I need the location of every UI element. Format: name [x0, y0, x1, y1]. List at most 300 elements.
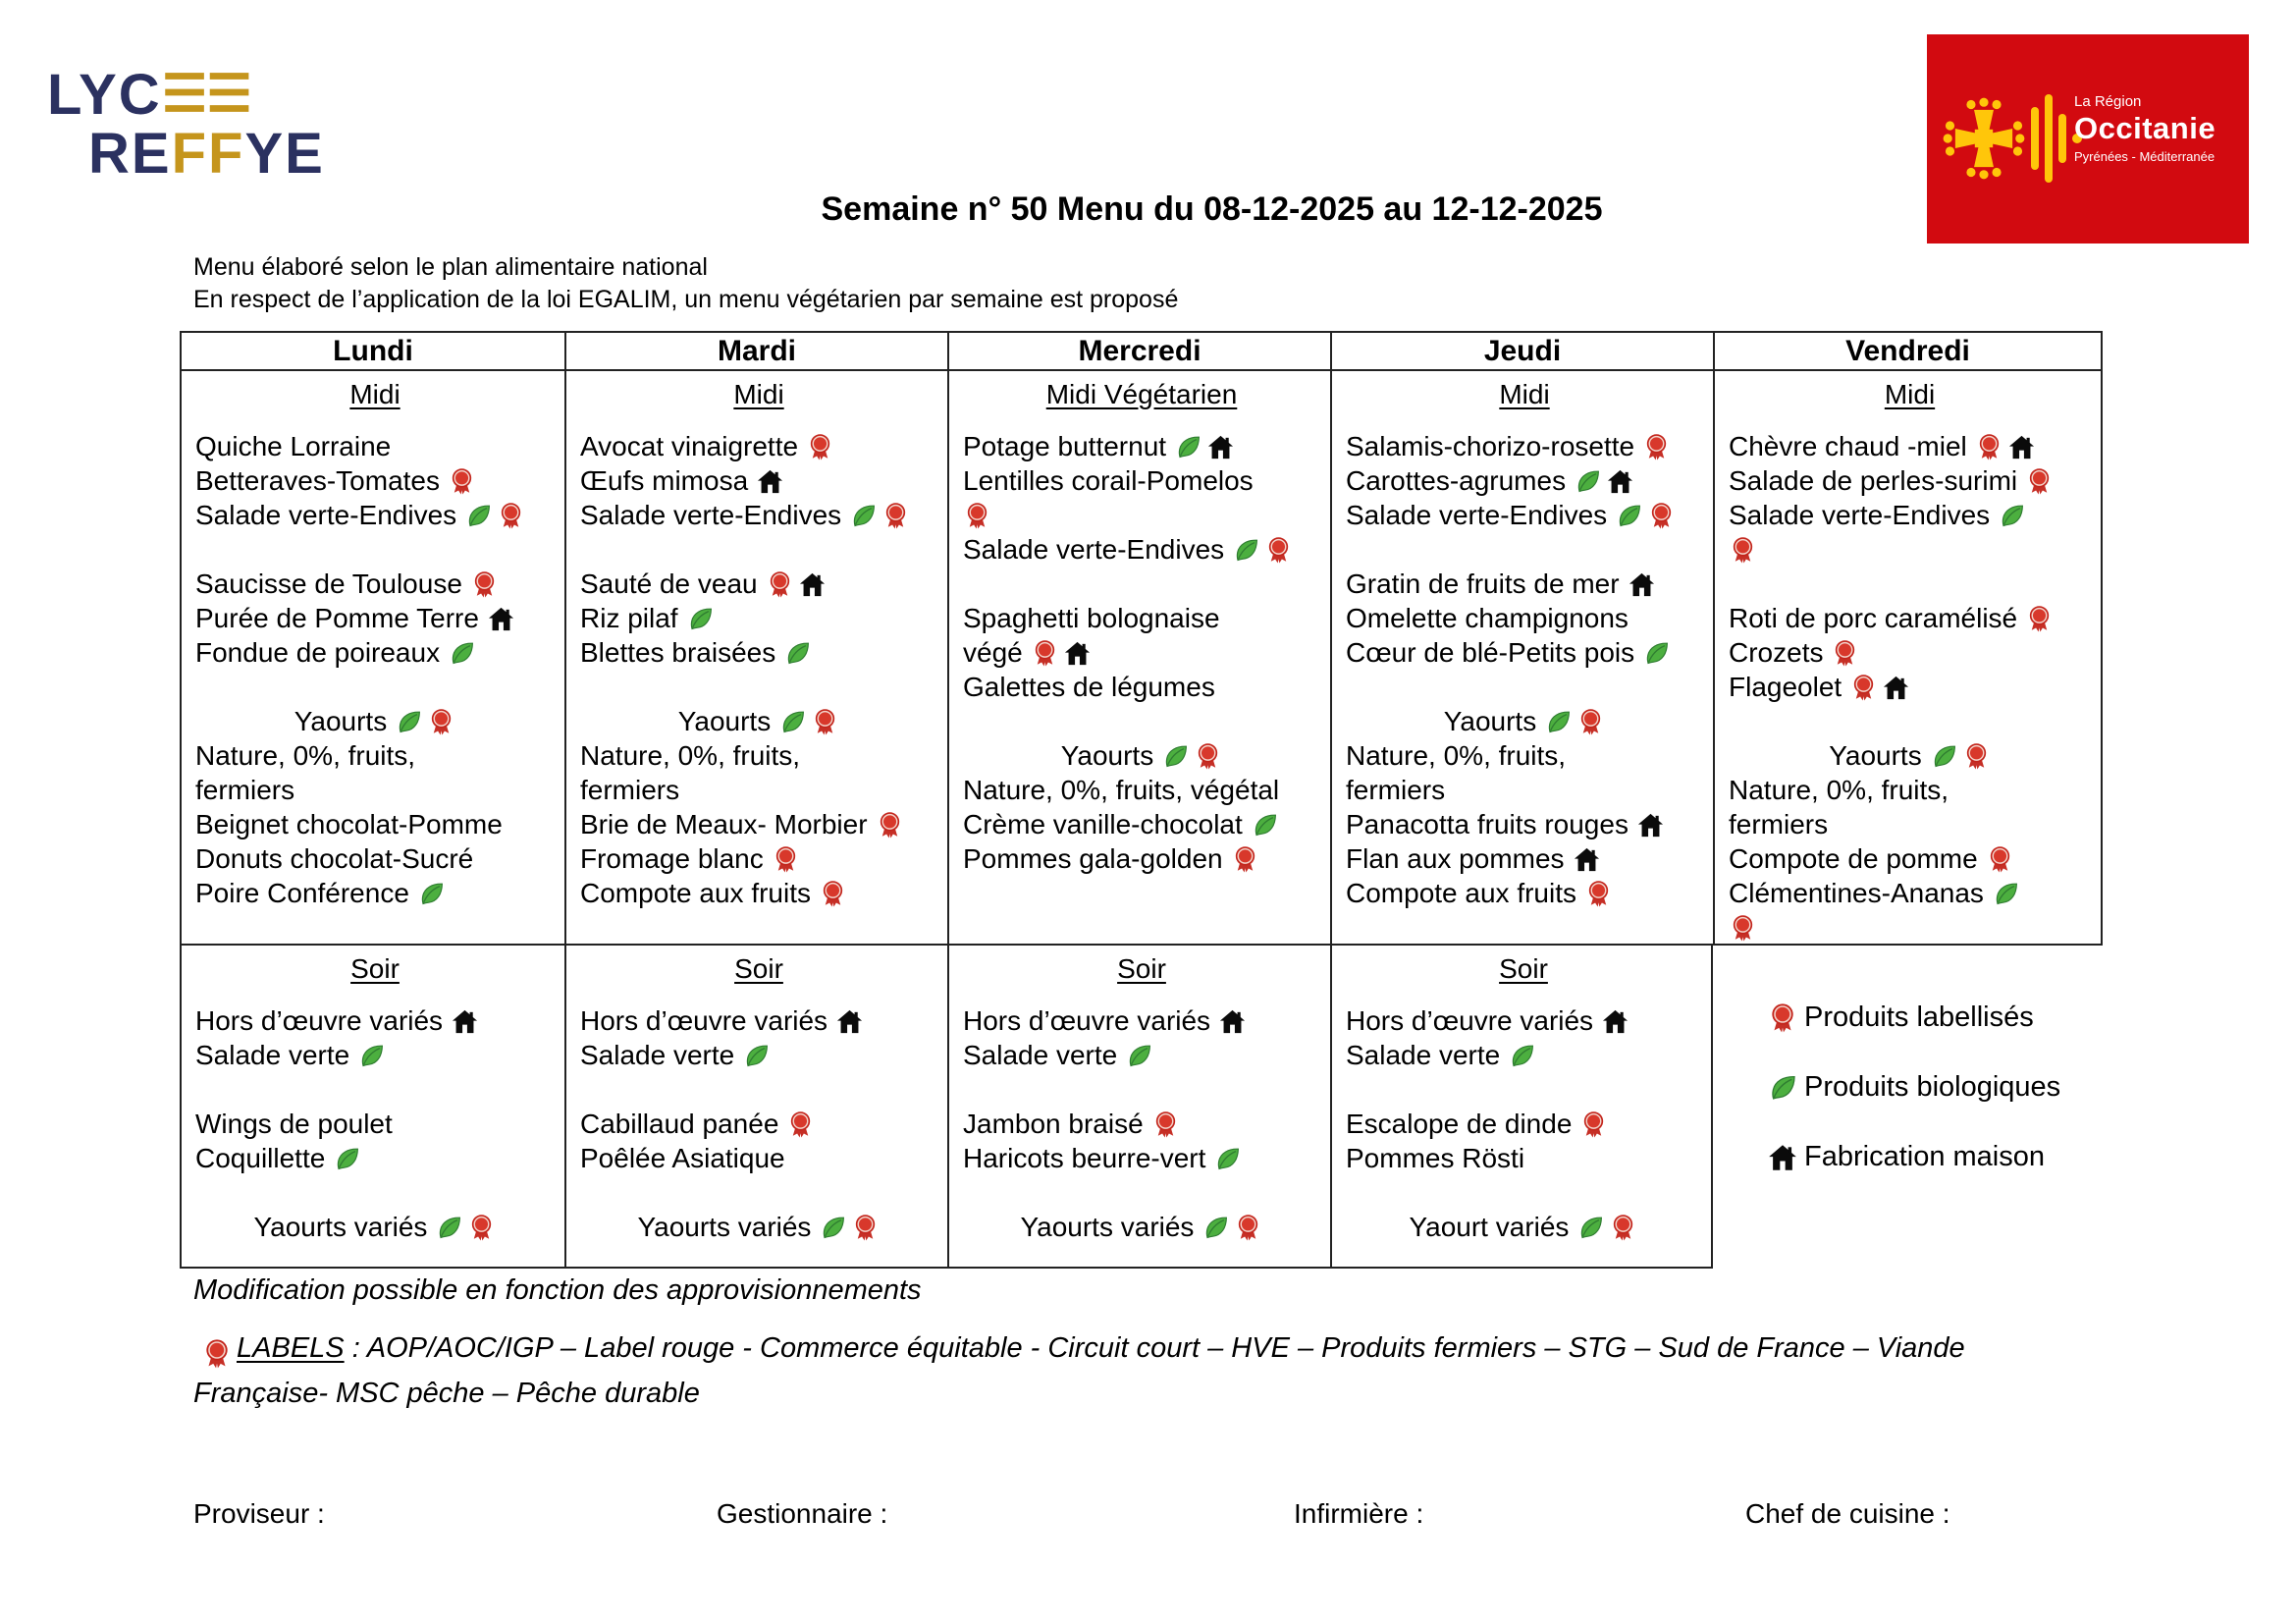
occitan-cross-icon [1939, 88, 2029, 189]
intro-line2: En respect de l’application de la loi EGALIM, un menu végétarien par semaine est proposé [193, 286, 1179, 313]
label-icon [448, 467, 476, 496]
label-icon [1849, 674, 1878, 702]
menu-line [1346, 1003, 1701, 1038]
label-icon [819, 880, 847, 908]
menu-line [1729, 910, 2091, 945]
menu-line [580, 1038, 937, 1072]
menu-line [1346, 1141, 1701, 1175]
menu-line [1729, 738, 2091, 773]
day-cell-mardi-soir [564, 946, 947, 1269]
label-icon [1194, 742, 1222, 771]
menu-item-text: Œufs mimosa [580, 465, 749, 496]
menu-line [1729, 876, 2091, 910]
meal-label: Midi [733, 379, 784, 409]
bio-icon [1251, 811, 1279, 839]
menu-item-text: Fromage blanc [580, 843, 764, 874]
signature-infirmiere: Infirmière : [1294, 1498, 1424, 1529]
menu-line [580, 1107, 937, 1141]
menu-item-text: végé [963, 637, 1023, 668]
maison-icon [487, 605, 515, 633]
menu-item-text: fermiers [195, 775, 295, 805]
maison-icon [1628, 570, 1656, 599]
legend-text: Fabrication maison [1804, 1141, 2045, 1172]
meal-label: Soir [734, 953, 783, 984]
menu-item-text: Hors d’œuvre variés [1346, 1005, 1594, 1036]
menu-item-text: Omelette champignons [1346, 603, 1629, 633]
region-line2: Occitanie [2074, 111, 2216, 145]
bio-icon [333, 1145, 361, 1173]
labels-title: LABELS [237, 1332, 345, 1364]
bio-icon [783, 639, 812, 668]
menu-line [195, 1210, 555, 1244]
menu-line [195, 1072, 555, 1107]
label-icon [1647, 502, 1676, 530]
menu-item-text: Carottes-agrumes [1346, 465, 1567, 496]
menu-line [963, 1038, 1320, 1072]
intro-line1: Menu élaboré selon le plan alimentaire national [193, 253, 708, 281]
label-icon [963, 502, 991, 530]
menu-line [1729, 463, 2091, 498]
label-icon [467, 1214, 496, 1242]
menu-line [580, 807, 937, 841]
label-icon [766, 570, 794, 599]
menu-line [1729, 773, 2091, 807]
day-cell-mercredi-soir [947, 946, 1330, 1269]
school-logo-lyc: LYC [47, 63, 162, 127]
bio-icon [1232, 536, 1260, 565]
bio-icon [1213, 1145, 1242, 1173]
meal-label: Midi [349, 379, 400, 409]
menu-item-text: fermiers [580, 775, 680, 805]
bio-icon [1642, 639, 1671, 668]
menu-line [963, 1210, 1320, 1244]
menu-line [963, 463, 1320, 498]
menu-line [963, 841, 1320, 876]
menu-item-text: Yaourts variés [253, 1212, 428, 1242]
label-icon [811, 708, 839, 736]
day-name: Lundi [333, 335, 413, 367]
menu-line [963, 1107, 1320, 1141]
menu-line [580, 532, 937, 567]
bio-icon [849, 502, 878, 530]
meal-label: Soir [1499, 953, 1548, 984]
menu-item-text: Betteraves-Tomates [195, 465, 440, 496]
menu-line [963, 704, 1320, 738]
menu-line [195, 635, 555, 670]
maison-icon [756, 467, 784, 496]
menu-item-text: Nature, 0%, fruits, [1729, 775, 1949, 805]
menu-item-text: Salade de perles-surimi [1729, 465, 2018, 496]
menu-line [1346, 704, 1703, 738]
menu-line [1729, 601, 2091, 635]
menu-item-text: Gratin de fruits de mer [1346, 568, 1620, 599]
day-cell-lundi-midi [180, 371, 564, 946]
region-line1: La Région [2074, 93, 2142, 110]
menu-line [195, 738, 555, 773]
menu-item-text: Cabillaud panée [580, 1109, 779, 1139]
bio-icon [1174, 433, 1202, 461]
menu-item-text: Chèvre chaud -miel [1729, 431, 1967, 461]
day-header-vendredi [1713, 331, 2103, 371]
menu-line [963, 532, 1320, 567]
menu-item-text: Yaourt variés [1409, 1212, 1570, 1242]
menu-line [1346, 463, 1703, 498]
menu-item-text: Yaourts [677, 706, 772, 736]
school-logo [47, 65, 325, 184]
maison-icon [2007, 433, 2036, 461]
maison-icon [1218, 1007, 1247, 1036]
label-icon [1234, 1214, 1262, 1242]
menu-item-text: Salade verte-Endives [1346, 500, 1608, 530]
label-icon [201, 1338, 233, 1370]
menu-item-text: Poêlée Asiatique [580, 1143, 785, 1173]
menu-line [963, 635, 1320, 670]
menu-line [963, 429, 1320, 463]
menu-item-text: Escalope de dinde [1346, 1109, 1573, 1139]
legend-row-labellises [1759, 1001, 2060, 1034]
day-header-mercredi [947, 331, 1330, 371]
menu-line [195, 463, 555, 498]
label-icon [1831, 639, 1859, 668]
school-logo-line1 [47, 65, 325, 125]
signature-chef: Chef de cuisine : [1745, 1498, 1950, 1529]
label-icon [1729, 536, 1757, 565]
day-name: Vendredi [1845, 335, 1970, 367]
menu-line [195, 601, 555, 635]
label-icon [1579, 1110, 1608, 1139]
menu-line [195, 498, 555, 532]
menu-item-text: Salade verte [195, 1040, 350, 1070]
day-cell-jeudi-midi [1330, 371, 1713, 946]
menu-line [580, 1072, 937, 1107]
maison-icon [1063, 639, 1092, 668]
menu-item-text: Yaourts [294, 706, 388, 736]
menu-line [580, 498, 937, 532]
menu-line [580, 670, 937, 704]
menu-item-text: Spaghetti bolognaise [963, 603, 1220, 633]
menu-line [195, 1141, 555, 1175]
label-icon [772, 845, 800, 874]
maison-icon [1636, 811, 1665, 839]
maison-icon [1606, 467, 1634, 496]
menu-line [1346, 498, 1703, 532]
menu-item-text: Compote de pomme [1729, 843, 1978, 874]
menu-item-text: Nature, 0%, fruits, végétal [963, 775, 1280, 805]
menu-line [1346, 738, 1703, 773]
legend-text: Produits labellisés [1804, 1001, 2034, 1033]
menu-line [1346, 1210, 1701, 1244]
menu-item-text: Potage butternut [963, 431, 1167, 461]
label-icon [1151, 1110, 1180, 1139]
bio-icon [1998, 502, 2026, 530]
day-cell-vendredi-midi [1713, 371, 2103, 946]
maison-icon [798, 570, 827, 599]
menu-item-text: Donuts chocolat-Sucré [195, 843, 474, 874]
meal-label: Midi Végétarien [1045, 379, 1238, 409]
day-name: Jeudi [1483, 335, 1562, 367]
label-icon [1031, 639, 1059, 668]
menu-line [1729, 704, 2091, 738]
menu-item-text: Yaourts variés [1020, 1212, 1195, 1242]
label-icon [193, 1332, 225, 1364]
menu-item-text: Sauté de veau [580, 568, 758, 599]
menu-line [1346, 567, 1703, 601]
menu-item-text: Wings de poulet [195, 1109, 393, 1139]
bio-icon [417, 880, 446, 908]
menu-item-text: Yaourts [1060, 740, 1154, 771]
label-icon [1962, 742, 1991, 771]
label-icon [1975, 433, 2003, 461]
menu-line [1346, 841, 1703, 876]
menu-item-text: Saucisse de Toulouse [195, 568, 462, 599]
menu-item-text: Brie de Meaux- Morbier [580, 809, 868, 839]
bio-icon [1508, 1042, 1536, 1070]
label-icon [1759, 1002, 1790, 1034]
school-logo-line2: REFFYE [88, 122, 325, 186]
menu-item-text: Galettes de légumes [963, 672, 1215, 702]
menu-item-text: Salade verte-Endives [1729, 500, 1991, 530]
labels-paragraph [193, 1326, 2093, 1416]
menu-line [1346, 1107, 1701, 1141]
menu-line [1729, 498, 2091, 532]
menu-line [195, 773, 555, 807]
menu-item-text: Salade verte-Endives [580, 500, 842, 530]
day-name: Mardi [717, 335, 796, 367]
bio-icon [1992, 880, 2020, 908]
menu-line [195, 532, 555, 567]
menu-line [580, 463, 937, 498]
menu-item-text: Yaourts [1443, 706, 1537, 736]
menu-item-text: Coquillette [195, 1143, 326, 1173]
menu-line [195, 1107, 555, 1141]
menu-line [580, 1003, 937, 1038]
maison-icon [1882, 674, 1910, 702]
meal-label: Midi [1499, 379, 1550, 409]
menu-line [195, 1038, 555, 1072]
legend-text: Produits biologiques [1804, 1071, 2061, 1103]
day-header-mardi [564, 331, 947, 371]
label-icon [851, 1214, 880, 1242]
menu-line [580, 738, 937, 773]
menu-line [1346, 1175, 1701, 1210]
bio-icon [1544, 708, 1573, 736]
menu-line [963, 1072, 1320, 1107]
menu-line [580, 1175, 937, 1210]
menu-line [1729, 807, 2091, 841]
menu-item-text: Salade verte [963, 1040, 1118, 1070]
label-icon [2025, 467, 2054, 496]
menu-line [963, 601, 1320, 635]
maison-icon [1601, 1007, 1629, 1036]
bio-icon [686, 605, 715, 633]
label-icon [876, 811, 904, 839]
menu-item-text: fermiers [1729, 809, 1829, 839]
label-icon [806, 433, 834, 461]
meal-label: Soir [350, 953, 400, 984]
bio-icon [778, 708, 807, 736]
menu-item-text: Hors d’œuvre variés [963, 1005, 1211, 1036]
bio-icon [1767, 1072, 1798, 1104]
label-icon [1584, 880, 1613, 908]
menu-line [1729, 532, 2091, 567]
menu-line [195, 807, 555, 841]
legend-row-maison [1759, 1141, 2060, 1173]
menu-item-text: Jambon braisé [963, 1109, 1144, 1139]
bio-icon [357, 1042, 386, 1070]
menu-item-text: Nature, 0%, fruits, [580, 740, 801, 771]
region-line3: Pyrénées - Méditerranée [2074, 149, 2216, 164]
menu-line [1346, 670, 1703, 704]
signature-proviseur: Proviseur : [193, 1498, 325, 1529]
maison-icon [451, 1007, 479, 1036]
menu-item-text: Riz pilaf [580, 603, 678, 633]
menu-line [580, 1141, 937, 1175]
bio-icon [1615, 502, 1643, 530]
menu-item-text: Pommes Rösti [1346, 1143, 1525, 1173]
label-icon [1264, 536, 1293, 565]
menu-line [963, 738, 1320, 773]
menu-item-text: Flan aux pommes [1346, 843, 1565, 874]
menu-item-text: Cœur de blé-Petits pois [1346, 637, 1635, 668]
label-icon [1986, 845, 2014, 874]
menu-item-text: Pommes gala-golden [963, 843, 1223, 874]
label-icon [1576, 708, 1605, 736]
maison-icon [1573, 845, 1601, 874]
bio-icon [395, 708, 423, 736]
menu-line [580, 1210, 937, 1244]
menu-item-text: Compote aux fruits [1346, 878, 1576, 908]
menu-item-text: Salade verte [580, 1040, 735, 1070]
label-icon [2025, 605, 2054, 633]
menu-line [963, 498, 1320, 532]
menu-item-text: Hors d’œuvre variés [580, 1005, 828, 1036]
menu-line [963, 1141, 1320, 1175]
menu-line [1346, 807, 1703, 841]
menu-item-text: fermiers [1346, 775, 1446, 805]
bio-icon [1201, 1214, 1230, 1242]
menu-item-text: Fondue de poireaux [195, 637, 441, 668]
bio-icon [819, 1214, 847, 1242]
bio-icon [1759, 1072, 1790, 1104]
label-icon [1231, 845, 1259, 874]
menu-item-text: Crème vanille-chocolat [963, 809, 1243, 839]
menu-item-text: Nature, 0%, fruits, [1346, 740, 1567, 771]
menu-line [963, 807, 1320, 841]
menu-item-text: Beignet chocolat-Pomme [195, 809, 503, 839]
menu-item-text: Yaourts [1829, 740, 1922, 771]
menu-item-text: Compote aux fruits [580, 878, 811, 908]
bio-icon [742, 1042, 771, 1070]
menu-item-text: Salamis-chorizo-rosette [1346, 431, 1635, 461]
menu-item-text: Salade verte [1346, 1040, 1501, 1070]
day-cell-lundi-soir [180, 946, 564, 1269]
menu-item-text: Clémentines-Ananas [1729, 878, 1984, 908]
day-cell-mercredi-midi [947, 371, 1330, 946]
menu-line [580, 429, 937, 463]
labels-text-line1: : AOP/AOC/IGP – Label rouge - Commerce équitable - Circuit court – HVE – Produits fermiers – STG – Sud de France – Viande [344, 1332, 1965, 1364]
bio-icon [435, 1214, 463, 1242]
menu-line [195, 670, 555, 704]
menu-item-text: Panacotta fruits rouges [1346, 809, 1629, 839]
label-icon [470, 570, 499, 599]
menu-line [195, 876, 555, 910]
bio-icon [1930, 742, 1958, 771]
maison-icon [1206, 433, 1235, 461]
menu-line [580, 635, 937, 670]
menu-line [1729, 567, 2091, 601]
menu-line [1729, 841, 2091, 876]
menu-item-text: Crozets [1729, 637, 1824, 668]
menu-line [580, 601, 937, 635]
menu-item-text: Hors d’œuvre variés [195, 1005, 444, 1036]
region-logo-text [2074, 93, 2216, 164]
menu-item-text: Haricots beurre-vert [963, 1143, 1206, 1173]
menu-line [1346, 773, 1703, 807]
menu-item-text: Quiche Lorraine [195, 431, 392, 461]
signature-gestionnaire: Gestionnaire : [717, 1498, 888, 1529]
bio-icon [464, 502, 493, 530]
menu-line [1346, 601, 1703, 635]
menu-item-text: Poire Conférence [195, 878, 409, 908]
menu-line [1346, 1072, 1701, 1107]
menu-line [1346, 876, 1703, 910]
day-cell-mardi-midi [564, 371, 947, 946]
menu-line [963, 1175, 1320, 1210]
menu-line [1729, 670, 2091, 704]
bio-icon [1576, 1214, 1605, 1242]
legend [1759, 1001, 2060, 1211]
labels-text-line2: Française- MSC pêche – Pêche durable [193, 1378, 700, 1409]
bio-icon [448, 639, 476, 668]
menu-item-text: Lentilles corail-Pomelos [963, 465, 1254, 496]
school-logo-ee-bars: ☰☰ [161, 66, 251, 123]
bio-icon [1574, 467, 1602, 496]
menu-item-text: Purée de Pomme Terre [195, 603, 479, 633]
meal-label: Soir [1117, 953, 1166, 984]
menu-item-text: Flageolet [1729, 672, 1842, 702]
label-icon [1609, 1214, 1637, 1242]
page-title: Semaine n° 50 Menu du 08-12-2025 au 12-12-2025 [821, 190, 1603, 228]
day-cell-jeudi-soir [1330, 946, 1713, 1269]
menu-line [1346, 635, 1703, 670]
menu-item-text: Nature, 0%, fruits, [195, 740, 416, 771]
menu-item-text: Blettes braisées [580, 637, 776, 668]
menu-line [195, 1175, 555, 1210]
label-icon [1767, 1002, 1798, 1034]
bio-icon [1125, 1042, 1153, 1070]
menu-line [195, 567, 555, 601]
maison-icon [1759, 1142, 1790, 1173]
menu-line [963, 567, 1320, 601]
menu-line [195, 841, 555, 876]
meal-label: Midi [1884, 379, 1936, 409]
menu-line [1346, 532, 1703, 567]
menu-line [580, 876, 937, 910]
menu-item-text: Yaourts variés [637, 1212, 812, 1242]
label-icon [427, 708, 455, 736]
menu-item-text: Avocat vinaigrette [580, 431, 799, 461]
day-header-lundi [180, 331, 564, 371]
legend-row-biologiques [1759, 1071, 2060, 1104]
menu-line [1346, 1038, 1701, 1072]
day-header-jeudi [1330, 331, 1713, 371]
menu-line [580, 773, 937, 807]
menu-line [1729, 429, 2091, 463]
day-name: Mercredi [1078, 335, 1201, 367]
maison-icon [835, 1007, 864, 1036]
menu-line [963, 1003, 1320, 1038]
maison-icon [1767, 1142, 1798, 1173]
